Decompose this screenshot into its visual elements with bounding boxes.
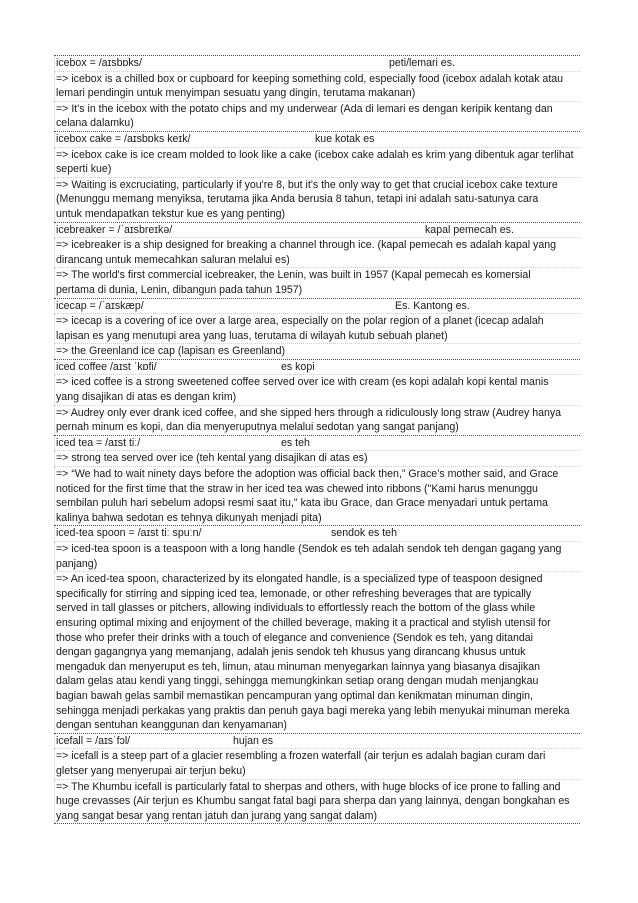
text-line: gletser yang menyerupai air terjun beku)	[56, 764, 246, 777]
entry-term: icebox cake = /aɪsbɒks keɪk/	[56, 132, 191, 145]
text-line: celana dalamku)	[56, 117, 134, 130]
entry-translation: es kopi	[281, 360, 315, 373]
text-line: => An iced-tea spoon, characterized by its elongated handle, is a specialized type of teaspoon designed	[56, 573, 543, 586]
entry-term: icebox = /aɪsbɒks/	[56, 57, 142, 69]
entry-example	[54, 268, 580, 297]
entry-translation: hujan es	[233, 734, 274, 747]
entry-translation: Es. Kantong es.	[395, 299, 470, 312]
text-line: => icecap is a covering of ice over a large area, especially on the polar region of a planet (icecap adalah	[56, 315, 544, 328]
entry-icebox-cake	[54, 131, 580, 222]
text-line: => strong tea served over ice (teh kental yang disajikan di atas es)	[56, 452, 368, 465]
entry-example	[54, 780, 580, 824]
entry-body	[54, 375, 580, 405]
entry-iced-coffee	[54, 359, 580, 435]
entry-body	[54, 148, 580, 178]
entry-example	[54, 178, 580, 222]
text-line: => iced coffee is a strong sweetened coffee served over ice with cream (es kopi adalah kopi kental manis	[56, 376, 549, 389]
entry-translation: kapal pemecah es.	[425, 223, 514, 236]
text-line: dengan gagangnya yang memanjang, adalah jenis sendok teh khusus yang dirancang khusus untuk	[56, 646, 526, 659]
entry-translation: peti/lemari es.	[389, 57, 455, 69]
text-line: sehingga menjadi perkakas yang praktis dan penuh gaya bagi mereka yang lebih menyukai minuman mereka	[56, 704, 570, 717]
entry-example	[54, 344, 580, 359]
entry-header	[54, 56, 580, 72]
text-line: => the Greenland ice cap (lapisan es Greenland)	[56, 345, 286, 358]
text-line: panjang)	[56, 557, 98, 570]
text-line: => Waiting is excruciating, particularly if you're 8, but it's the only way to get that crucial icebox cake texture	[56, 178, 558, 191]
text-line: those who prefer their drinks with a touch of elegance and convenience (Sendok es teh, yang ditandai	[56, 631, 534, 644]
text-line: kalinya bahwa sedotan es tehnya dikunyah menjadi pita)	[56, 511, 322, 524]
text-line: untuk mendapatkan tekstur kue es yang penting)	[56, 207, 286, 220]
entry-icefall	[54, 733, 580, 825]
entry-header	[54, 132, 580, 148]
text-line: => icebox cake is ice cream molded to look like a cake (icebox cake adalah es krim yang dibentuk agar terlihat	[56, 148, 574, 161]
entry-translation: es teh	[281, 436, 310, 449]
text-line: pertama di dunia, Lenin, dibangun pada tahun 1957)	[56, 283, 303, 296]
entry-example	[54, 467, 580, 525]
text-line: yang sangat besar yang rentan jatuh dan jurang yang sangat dalam)	[56, 809, 377, 822]
entry-term: iced-tea spoon = /aɪst tiː spuːn/	[56, 527, 202, 540]
text-line: lapisan es yang menutupi area yang luas, terutama di wilayah kutub sebuah planet)	[56, 329, 448, 342]
text-line: bagian bawah gelas sambil memastikan pencampuran yang optimal dan kenikmatan minuman dingin,	[56, 689, 533, 702]
entry-iced-tea	[54, 435, 580, 526]
entry-example	[54, 406, 580, 435]
text-line: => It's in the icebox with the potato chips and my underwear (Ada di lemari es dengan keripik kentang dan	[56, 102, 553, 115]
entry-translation: sendok es teh	[331, 527, 397, 540]
text-line: dalam gelas atau kendi yang tinggi, sehingga memungkinkan setiap orang dengan mudah menjangkau	[56, 675, 539, 688]
text-line: yang disajikan di atas es dengan krim)	[56, 391, 237, 404]
text-line: huge crevasses (Air terjun es Khumbu sangat fatal bagi para sherpa dan yang lainnya, dengan bongkahan es	[56, 795, 570, 808]
text-line: sembilan puluh hari sebelum adopsi resmi saat itu," kata ibu Grace, dan Grace menyadari untuk pertama	[56, 497, 548, 510]
text-line: lemari pendingin untuk menyimpan sesuatu yang dingin, terutama makanan)	[56, 87, 416, 100]
entry-term: icefall = /aɪsˈfɔl/	[56, 734, 131, 747]
entry-term: icecap = /ˈaɪskæp/	[56, 299, 144, 312]
entry-body	[54, 451, 580, 467]
entry-body	[54, 749, 580, 779]
text-line: => The Khumbu icefall is particularly fatal to sherpas and others, with huge blocks of ice prone to falling and	[56, 780, 561, 793]
entry-header	[54, 734, 580, 750]
entry-icebox	[54, 55, 580, 131]
text-line: => icefall is a steep part of a glacier resembling a frozen waterfall (air terjun es adalah bagian curam dari	[56, 750, 546, 763]
entry-icebreaker	[54, 222, 580, 298]
text-line: => icebox is a chilled box or cupboard for keeping something cold, especially food (icebox adalah kotak atau	[56, 72, 564, 85]
entry-header	[54, 223, 580, 239]
text-line: seperti kue)	[56, 163, 112, 176]
entry-header	[54, 299, 580, 315]
text-line: ensuring optimal mixing and enjoyment of the chilled beverage, making it a practical and stylish utensil for	[56, 616, 551, 629]
entry-body	[54, 238, 580, 268]
text-line: (Menunggu memang menyiksa, terutama jika Anda berusia 8 tahun, tetapi ini adalah satu-satunya cara	[56, 193, 539, 206]
text-line: served in tall glasses or pitchers, allowing individuals to effortlessly reach the bottom of the glass while	[56, 602, 536, 615]
entry-iced-tea-spoon	[54, 525, 580, 732]
entry-body	[54, 72, 580, 102]
text-line: mengaduk dan menyeruput es teh, limun, atau minuman menyegarkan lainnya yang biasanya disajikan	[56, 660, 541, 673]
text-line: dirancang untuk memecahkan saluran melalui es)	[56, 253, 290, 266]
entry-example	[54, 102, 580, 131]
entry-body	[54, 314, 580, 344]
entry-term: icebreaker = /ˈaɪsbreɪkə/	[56, 223, 173, 236]
entry-translation: kue kotak es	[315, 132, 375, 145]
text-line: => “We had to wait ninety days before the adoption was official back then,” Grace’s mother said, and Grace	[56, 468, 559, 481]
entry-header	[54, 526, 580, 542]
glossary-table	[54, 55, 580, 824]
text-line: => iced-tea spoon is a teaspoon with a long handle (Sendok es teh adalah sendok teh dengan gagang yang	[56, 543, 562, 555]
text-line: => The world's first commercial icebreaker, the Lenin, was built in 1957 (Kapal pemecah es komersial	[56, 269, 531, 282]
entry-icecap	[54, 298, 580, 359]
entry-example	[54, 572, 580, 733]
text-line: => icebreaker is a ship designed for breaking a channel through ice. (kapal pemecah es adalah kapal yang	[56, 239, 556, 252]
text-line: specifically for stirring and sipping iced tea, lemonade, or other refreshing beverages that are typically	[56, 587, 532, 600]
entry-header	[54, 360, 580, 376]
entry-body	[54, 542, 580, 572]
text-line: noticed for the first time that the straw in her iced tea was chewed into ribbons ("Kami harus menunggu	[56, 482, 538, 495]
text-line: dengan sentuhan keanggunan dan kenyamanan)	[56, 719, 287, 732]
entry-term: iced coffee /aɪst ˈkɒfi/	[56, 360, 157, 373]
text-line: => Audrey only ever drank iced coffee, and she sipped hers through a ridiculously long straw (Audrey hanya	[56, 406, 562, 419]
entry-header	[54, 436, 580, 452]
text-line: pernah minum es kopi, dan dia menyeruputnya melalui sedotan yang sangat panjang)	[56, 421, 459, 434]
entry-term: iced tea = /aɪst tiː/	[56, 436, 141, 449]
